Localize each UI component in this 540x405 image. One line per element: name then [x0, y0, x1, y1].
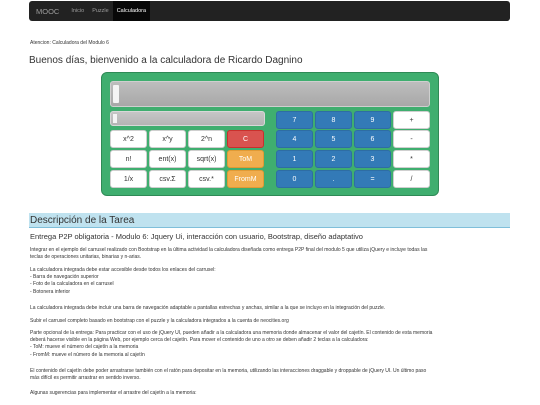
power-of-two-button[interactable]: 2^n	[188, 130, 225, 148]
paragraph-5	[30, 330, 508, 359]
memory-cursor	[113, 114, 117, 123]
key-8[interactable]: 8	[315, 111, 352, 129]
key-7[interactable]: 7	[276, 111, 313, 129]
factorial-button[interactable]: n!	[110, 150, 147, 168]
square-button[interactable]: x^2	[110, 130, 147, 148]
paragraph-line: La calculadora integrada debe estar accesible desde todos los enlaces del carrusel:	[30, 267, 216, 273]
csv-product-button[interactable]: csv.*	[188, 170, 225, 188]
paragraph-line: más difícil es permitir arrastrar en sentido inverso.	[30, 375, 141, 382]
calculator-display[interactable]	[110, 81, 430, 107]
nav-item-calculadora[interactable]: Calculadora	[113, 1, 150, 21]
paragraph-line: El contenido del cajetín debe poder arrastrarse también con el ratón para depositar en la memoria, utilizando las interacciones draggable y droppable de jQuery UI. Un último paso	[30, 368, 427, 374]
welcome-heading: Buenos días, bienvenido a la calculadora de Ricardo Dagnino	[29, 55, 303, 66]
key-4[interactable]: 4	[276, 130, 313, 148]
paragraph-3: La calculadora integrada debe incluir una barra de navegación adaptable a pantallas estrechas y anchas, similar a la que se incluyo en la integración del puzzle.	[30, 305, 386, 311]
key-decimal[interactable]: .	[315, 170, 352, 188]
power-button[interactable]: x^y	[149, 130, 186, 148]
from-memory-button[interactable]: FromM	[227, 170, 264, 188]
notice-text: Atencion: Calculadora del Modulo 6	[30, 40, 109, 46]
paragraph-line: deberá hacerse visible en la página Web, por ejemplo cerca del cajetín. Para mover el contenido de uno a otro se deben añadir 2 teclas a la calculadora:	[30, 337, 369, 344]
paragraph-line: Integrar en el ejemplo del carrusel realizado con Bootstrap en la última actividad la calculadora diseñada como entrega P2P final del modulo 5 que utiliza jQuery e incluye todas las	[30, 247, 428, 253]
paragraph-line: - Foto de la calculadora en el carrusel	[30, 281, 114, 288]
section-title: Descripción de la Tarea	[29, 213, 510, 228]
key-equals[interactable]: =	[354, 170, 391, 188]
sqrt-button[interactable]: sqrt(x)	[188, 150, 225, 168]
paragraph-4: Subir el carrusel completo basado en bootstrap con el puzzle y la calculadora integrados a la cuenta de neocities.org	[30, 318, 289, 324]
memory-display[interactable]	[110, 111, 265, 126]
to-memory-button[interactable]: ToM	[227, 150, 264, 168]
key-0[interactable]: 0	[276, 170, 313, 188]
paragraph-line: - ToM: mueve el número del cajetín a la memoria	[30, 344, 139, 351]
key-9[interactable]: 9	[354, 111, 391, 129]
calculator	[101, 72, 439, 196]
key-2[interactable]: 2	[315, 150, 352, 168]
clear-button[interactable]: C	[227, 130, 264, 148]
key-3[interactable]: 3	[354, 150, 391, 168]
integer-part-button[interactable]: ent(x)	[149, 150, 186, 168]
paragraph-2	[30, 267, 508, 296]
nav-item-inicio[interactable]: Inicio	[71, 8, 85, 14]
key-plus[interactable]: +	[393, 111, 430, 129]
paragraph-line: teclas de operaciones unitarias, binarias y n-arias.	[30, 254, 142, 261]
paragraph-6	[30, 368, 508, 382]
paragraph-line: Parte opcional de la entrega: Para practicar con el uso de jQuery UI, pueden añadir a la calculadora una memoria donde almacenar el valor del cajetín. El contenido de esta memoria	[30, 330, 433, 336]
key-5[interactable]: 5	[315, 130, 352, 148]
paragraph-line: - Barra de navegación superior	[30, 274, 99, 281]
key-minus[interactable]: -	[393, 130, 430, 148]
paragraph-1	[30, 247, 508, 261]
paragraph-7: Algunas sugerencias para implementar el arrastre del cajetín a la memoria:	[30, 390, 197, 396]
paragraph-line: - FromM: mueve el número de la memoria al cajetín	[30, 351, 145, 358]
csv-sum-button[interactable]: csv.Σ	[149, 170, 186, 188]
paragraph-line: - Botonera inferior	[30, 288, 71, 295]
key-divide[interactable]: /	[393, 170, 430, 188]
key-multiply[interactable]: *	[393, 150, 430, 168]
top-navbar	[29, 1, 510, 21]
section-subtitle: Entrega P2P obligatoria - Modulo 6: Jquery Ui, interacción con usuario, Bootstrap, diseño adaptativo	[30, 232, 363, 241]
display-cursor	[113, 85, 119, 103]
brand-link[interactable]: MOOC	[36, 6, 60, 16]
key-6[interactable]: 6	[354, 130, 391, 148]
nav-item-puzzle[interactable]: Puzzle	[92, 8, 109, 14]
key-1[interactable]: 1	[276, 150, 313, 168]
reciprocal-button[interactable]: 1/x	[110, 170, 147, 188]
